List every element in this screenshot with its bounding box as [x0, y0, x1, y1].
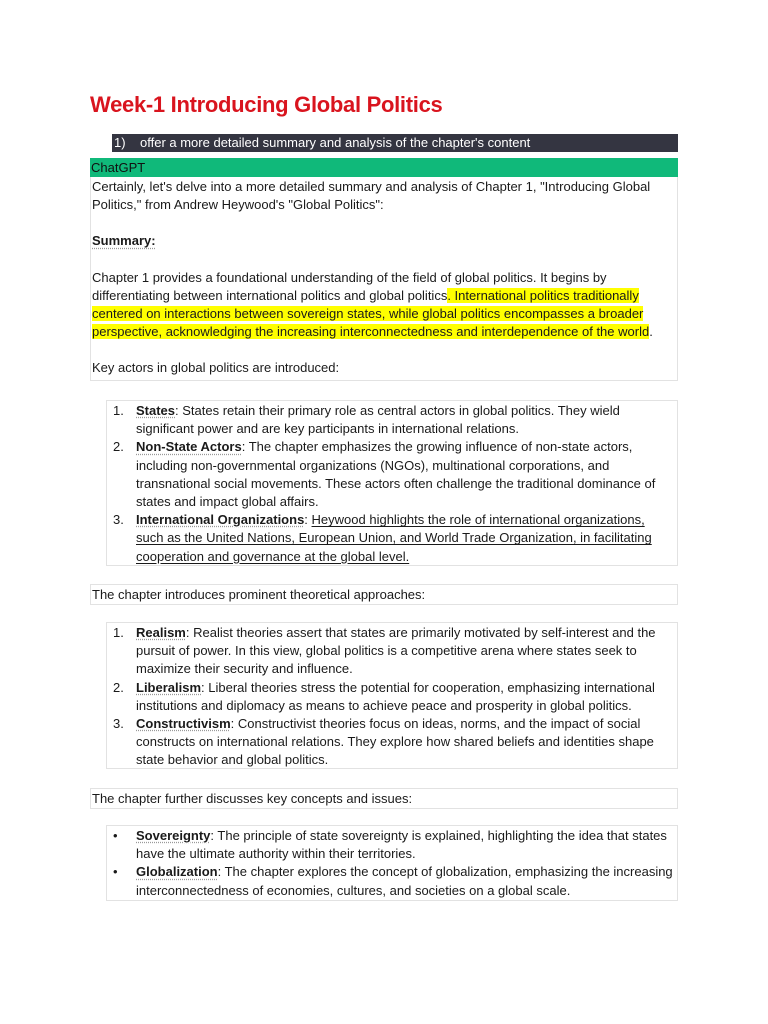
intro-section — [90, 177, 678, 381]
item-text: : The chapter emphasizes the growing influence of non-state actors, including non-governmental organizations (NGOs), multinational corporations, and transnational social movements. These actors often challenge the traditional dominance of states and impact global affairs. — [136, 439, 656, 510]
item-text: : The chapter explores the concept of globalization, emphasizing the increasing interconnectedness of economies, cultures, and societies on a global scale. — [136, 864, 673, 898]
prompt-number: 1) — [114, 135, 126, 150]
item-text: : Constructivist theories focus on ideas, norms, and the impact of social constructs on international relations. They explore how shared beliefs and identities shape state behavior and global politics. — [136, 716, 654, 768]
item-term: Realism — [136, 625, 186, 640]
summary-end: . — [649, 324, 653, 340]
concepts-list — [106, 825, 678, 901]
item-term: Globalization — [136, 864, 218, 880]
theories-lead: The chapter introduces prominent theoretical approaches: — [90, 584, 678, 605]
list-marker: 1. — [113, 403, 124, 418]
item-underlined-text: Heywood highlights the role of international organizations, such as the United Nations, European Union, and World Trade Organization, in facilitating cooperation and governance at the global level. — [136, 512, 652, 564]
item-text: : Realist theories assert that states are primarily motivated by self-interest and the pursuit of power. In this view, global politics is a competitive arena where states seek to maximize their security and influence. — [136, 625, 656, 677]
item-term: International Organizations — [136, 512, 305, 528]
list-marker: 3. — [113, 716, 124, 732]
theories-list — [106, 622, 678, 769]
item-text: : Liberal theories stress the potential for cooperation, emphasizing international institutions and diplomacy as means to achieve peace and prosperity in global politics. — [136, 679, 655, 713]
user-prompt — [112, 134, 678, 152]
list-item — [107, 827, 675, 863]
summary-highlight: . International politics traditionally centered on interactions between sovereign states, while global politics encompasses a broader perspective, acknowledging the increasing interconnectedness and interdependence of the world — [92, 287, 650, 340]
list-item — [107, 624, 675, 679]
item-text: : The principle of state sovereignty is explained, highlighting the idea that states have the ultimate authority within their territories. — [136, 828, 667, 862]
list-marker: 3. — [113, 512, 124, 528]
summary-heading: Summary: — [92, 233, 156, 249]
item-term: Sovereignty — [136, 828, 211, 843]
list-marker: 2. — [113, 439, 124, 455]
item-term: Non-State Actors — [136, 439, 242, 455]
list-item — [107, 511, 675, 566]
list-item — [107, 438, 675, 511]
page-title: Week-1 Introducing Global Politics — [90, 92, 443, 117]
item-term: Constructivism — [136, 716, 231, 732]
concepts-lead: The chapter further discusses key concepts and issues: — [90, 788, 678, 809]
list-marker: • — [113, 864, 118, 880]
list-item — [107, 402, 675, 438]
prompt-text: offer a more detailed summary and analysis of the chapter's content — [140, 135, 531, 150]
list-item — [107, 715, 675, 770]
summary-paragraph — [92, 269, 673, 342]
summary-plain: Chapter 1 provides a foundational understanding of the field of global politics. It begins by differentiating between international politics and global politics — [92, 269, 607, 303]
actors-list — [106, 400, 678, 566]
list-marker: 2. — [113, 679, 124, 695]
response-label: ChatGPT — [90, 158, 678, 177]
item-text: : — [304, 512, 312, 528]
list-marker: • — [113, 828, 118, 843]
list-item — [107, 863, 675, 899]
list-marker: 1. — [113, 625, 124, 640]
item-text: : States retain their primary role as central actors in global politics. They wield significant power and are key participants in international relations. — [136, 403, 620, 437]
item-term: Liberalism — [136, 679, 202, 695]
actors-lead: Key actors in global politics are introduced: — [92, 360, 340, 376]
intro-opening: Certainly, let's delve into a more detailed summary and analysis of Chapter 1, "Introducing Global Politics," from Andrew Heywood's "Global Politics": — [92, 179, 651, 213]
item-term: States — [136, 403, 176, 418]
list-item — [107, 679, 675, 715]
